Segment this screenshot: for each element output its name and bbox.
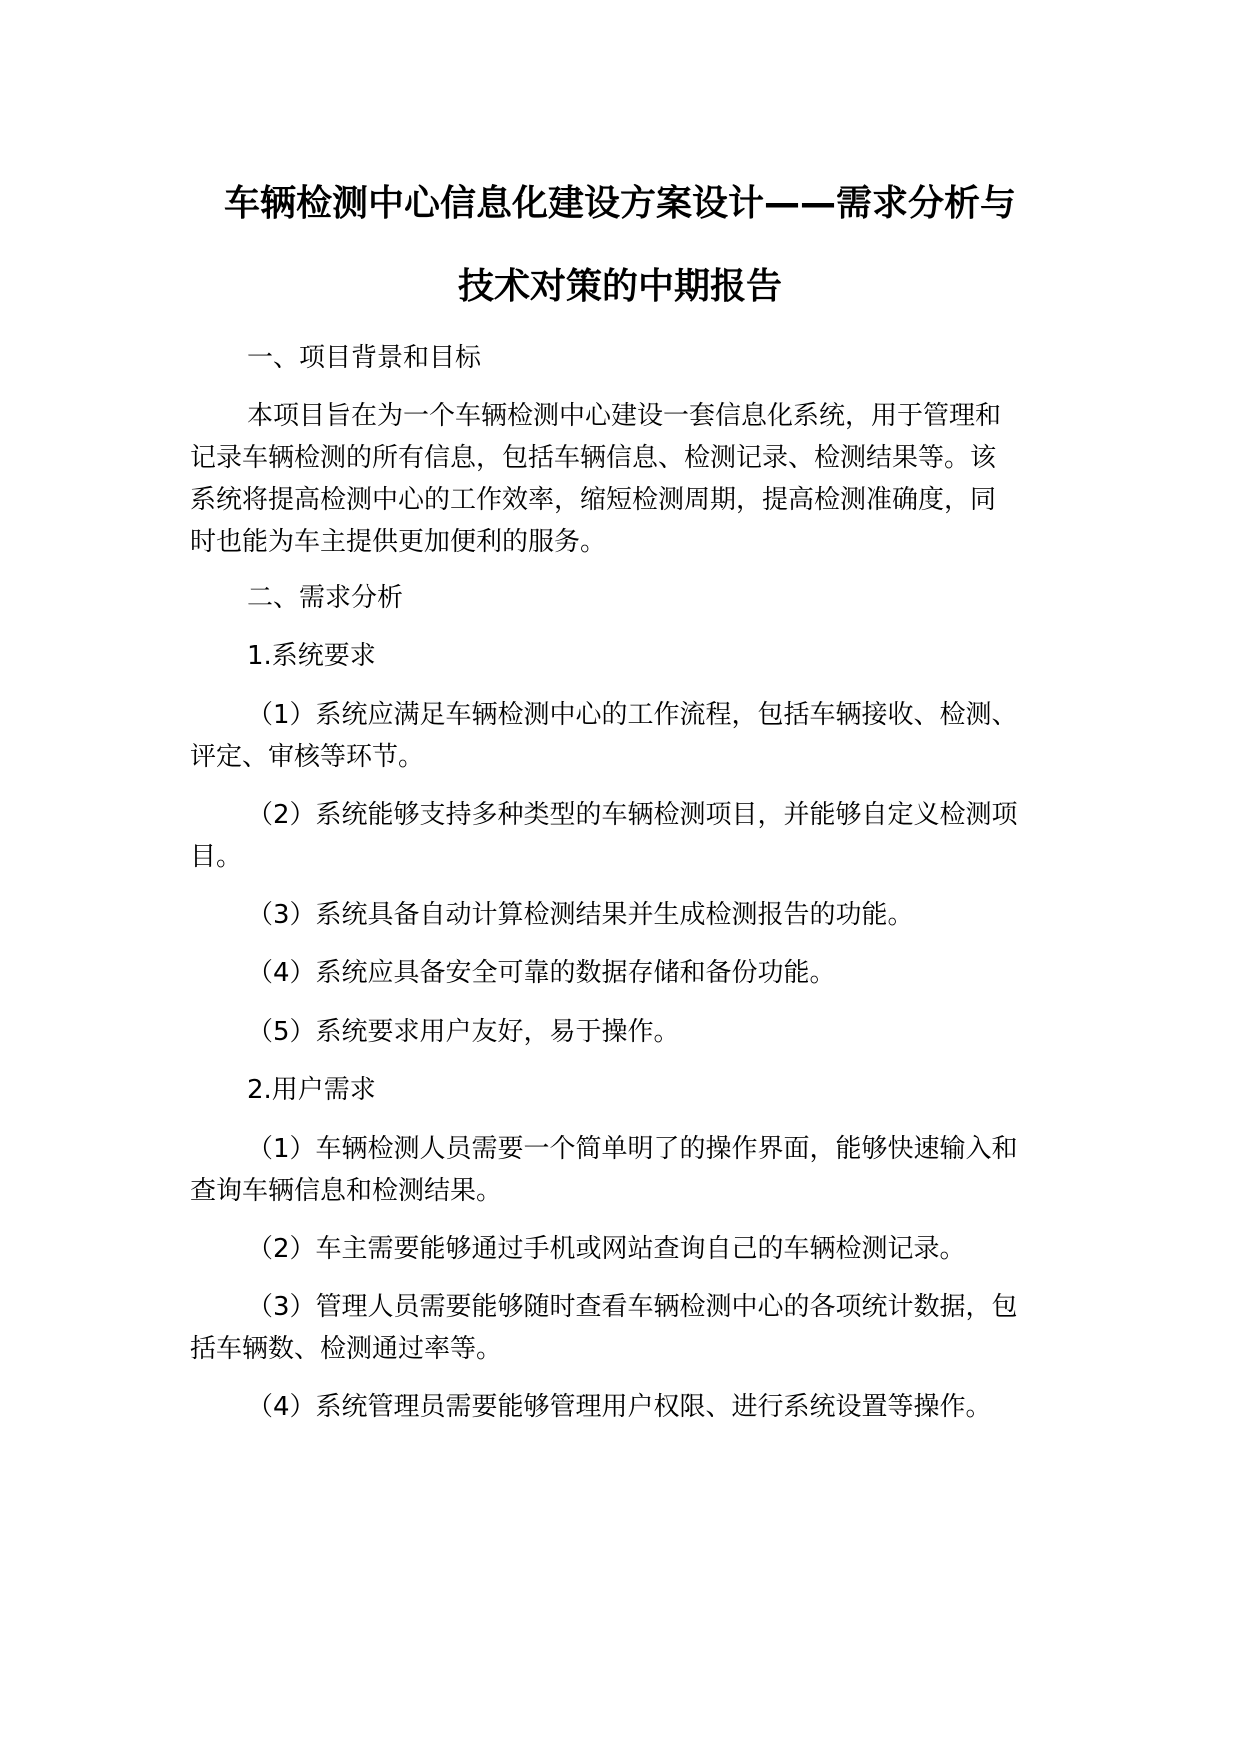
list-item-line: 查询车辆信息和检测结果。	[190, 1176, 503, 1206]
paragraph-line: 记录车辆检测的所有信息，包括车辆信息、检测记录、检测结果等。该	[190, 443, 997, 473]
list-item-line: （1）车辆检测人员需要一个简单明了的操作界面，能够快速输入和	[247, 1134, 1018, 1164]
list-item-line: （5）系统要求用户友好，易于操作。	[247, 1017, 680, 1047]
list-item-line: 评定、审核等环节。	[190, 742, 425, 772]
list-item-line: （3）系统具备自动计算检测结果并生成检测报告的功能。	[247, 900, 914, 930]
paragraph-line: 时也能为车主提供更加便利的服务。	[190, 527, 607, 557]
list-item-line: （2）车主需要能够通过手机或网站查询自己的车辆检测记录。	[247, 1234, 966, 1264]
document-title-line-2: 技术对策的中期报告	[457, 266, 782, 307]
list-item-line: （4）系统应具备安全可靠的数据存储和备份功能。	[247, 958, 836, 988]
paragraph-line: 本项目旨在为一个车辆检测中心建设一套信息化系统，用于管理和	[247, 401, 1002, 431]
list-item-line: （1）系统应满足车辆检测中心的工作流程，包括车辆接收、检测、	[247, 700, 1018, 730]
section-heading-text: 二、需求分析	[247, 583, 404, 613]
list-item-line: （2）系统能够支持多种类型的车辆检测项目，并能够自定义检测项	[247, 800, 1018, 830]
list-item-line: 括车辆数、检测通过率等。	[190, 1334, 503, 1364]
section-heading-text: 一、项目背景和目标	[247, 343, 482, 373]
list-item-line: 目。	[190, 842, 243, 872]
subsection-heading-text: 2.用户需求	[247, 1075, 376, 1105]
paragraph-line: 系统将提高检测中心的工作效率，缩短检测周期，提高检测准确度，同	[190, 485, 997, 515]
list-item-line: （4）系统管理员需要能够管理用户权限、进行系统设置等操作。	[247, 1392, 992, 1422]
document-title-line-1: 车辆检测中心信息化建设方案设计——需求分析与	[223, 183, 1016, 224]
list-item-line: （3）管理人员需要能够随时查看车辆检测中心的各项统计数据，包	[247, 1292, 1018, 1322]
subsection-heading-text: 1.系统要求	[247, 641, 376, 671]
